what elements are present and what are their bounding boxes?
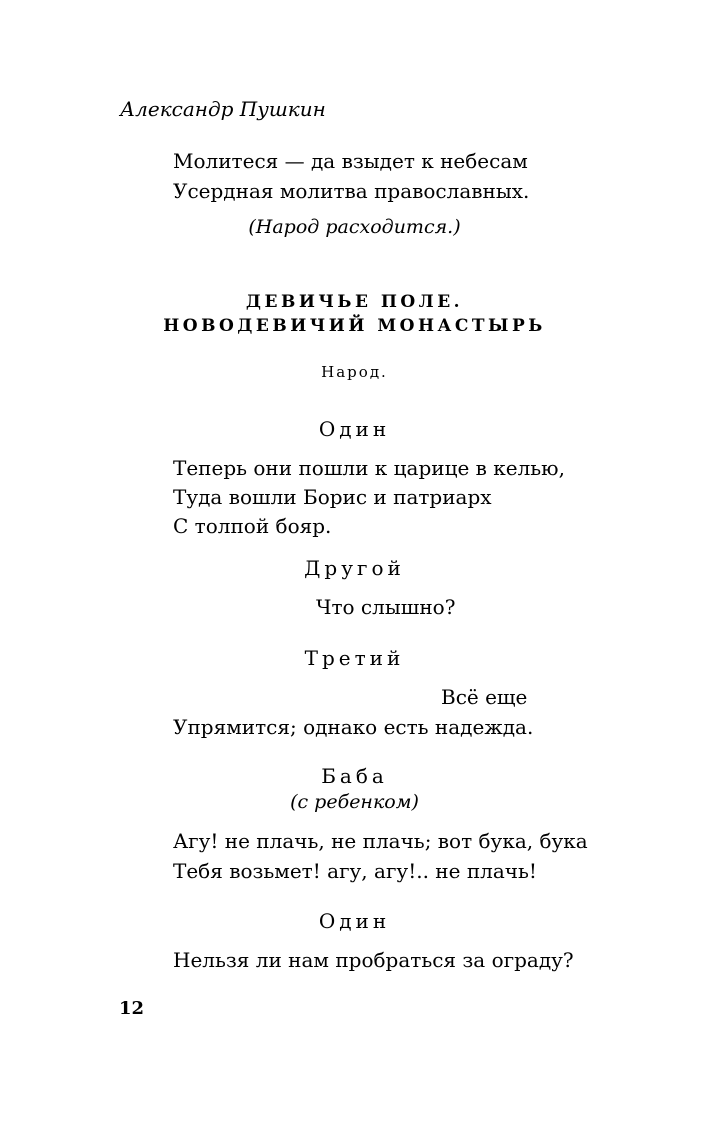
- speaker-name: Один: [318, 417, 391, 441]
- verse-line: Усердная молитва православных.: [173, 179, 530, 203]
- verse-line: Что слышно?: [316, 595, 456, 619]
- scene-cast: Народ.: [321, 363, 388, 381]
- running-header-author: Александр Пушкин: [120, 97, 326, 121]
- verse-line: Тебя возьмет! агу, агу!.. не плачь!: [173, 859, 537, 883]
- speaker-name: Третий: [304, 646, 405, 670]
- verse-line: Теперь они пошли к царице в келью,: [173, 456, 565, 480]
- verse-line: Упрямится; однако есть надежда.: [173, 715, 534, 739]
- stage-direction: (Народ расходится.): [248, 216, 461, 238]
- verse-line: Нельзя ли нам пробраться за ограду?: [173, 948, 574, 972]
- speaker-name: Баба: [321, 764, 388, 788]
- verse-line: С толпой бояр.: [173, 514, 332, 538]
- verse-line: Всё еще: [441, 685, 528, 709]
- stage-direction: (с ребенком): [290, 791, 419, 813]
- verse-line: Агу! не плачь, не плачь; вот бука, бука: [173, 829, 588, 853]
- verse-line: Молитеся — да взыдет к небесам: [173, 149, 528, 173]
- verse-line: Туда вошли Борис и патриарх: [173, 485, 492, 509]
- scene-title-line-1: ДЕВИЧЬЕ ПОЛЕ.: [245, 292, 464, 312]
- page-number: 12: [119, 998, 145, 1019]
- speaker-name: Другой: [304, 556, 405, 580]
- scene-title-line-2: НОВОДЕВИЧИЙ МОНАСТЫРЬ: [163, 316, 546, 336]
- speaker-name: Один: [318, 909, 391, 933]
